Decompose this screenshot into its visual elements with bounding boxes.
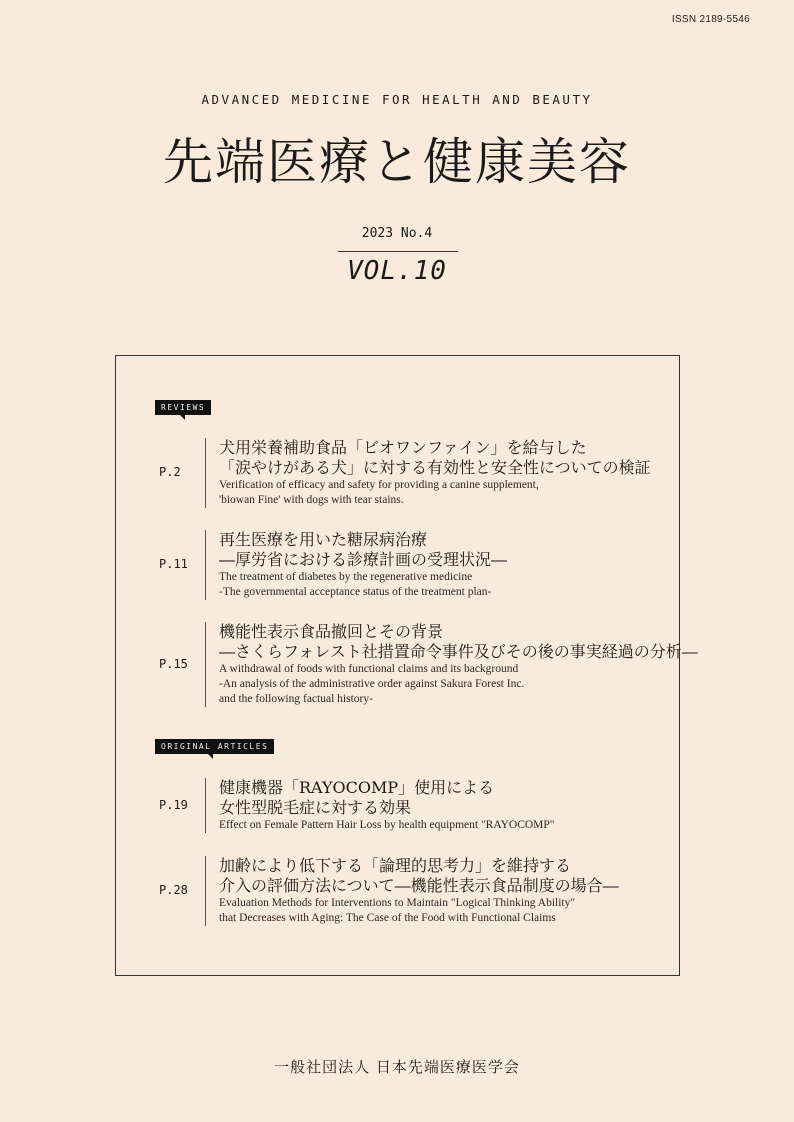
article-title-en: that Decreases with Aging: The Case of the Food with Functional Claims [219,912,556,924]
toc-entry [159,438,679,508]
article-title-en: Effect on Female Pattern Hair Loss by health equipment "RAYOCOMP" [219,819,555,831]
section-tag: REVIEWS [155,400,211,415]
article-title-en: 'biowan Fine' with dogs with tear stains. [219,494,404,506]
article-title-jp: 機能性表示食品撤回とその背景 [219,622,444,641]
toc-entry [159,778,679,833]
article-title-jp: ―厚労省における診療計画の受理状況― [219,550,508,569]
article-title-jp: 健康機器「RAYOCOMP」使用による [219,778,495,797]
journal-title-japanese: 先端医療と健康美容 [163,133,631,191]
page-number: P.15 [159,656,188,671]
divider [338,251,458,252]
publisher: 一般社団法人 日本先端医療医学会 [274,1058,520,1076]
article-title-en: Verification of efficacy and safety for providing a canine supplement, [219,479,539,491]
page-number: P.11 [159,557,188,571]
issn: ISSN 2189-5546 [671,14,750,25]
section-tag: ORIGINAL ARTICLES [155,739,274,754]
issue-number: 2023 No.4 [361,226,433,241]
article-title-en: A withdrawal of foods with functional claims and its background [219,663,519,675]
toc-entry [159,622,698,707]
page-number: P.2 [159,465,181,479]
article-title-jp: 介入の評価方法について―機能性表示食品制度の場合― [219,876,619,895]
article-title-jp: 「涙やけがある犬」に対する有効性と安全性についての検証 [219,458,651,477]
article-title-jp: ―さくらフォレスト社措置命令事件及びその後の事実経過の分析― [219,642,698,661]
article-title-en: -The governmental acceptance status of the treatment plan- [219,586,492,598]
volume: VOL.10 [347,256,447,286]
article-title-en: The treatment of diabetes by the regenerative medicine [219,571,473,583]
article-title-jp: 犬用栄養補助食品「ビオワンファイン」を給与した [219,438,587,457]
page-number: P.19 [159,797,188,812]
toc-entry [159,530,679,600]
article-title-jp: 女性型脱毛症に対する効果 [219,798,412,817]
article-title-jp: 再生医療を用いた糖尿病治療 [219,530,428,549]
article-title-en: Evaluation Methods for Interventions to Maintain "Logical Thinking Ability" [219,897,576,909]
journal-title-english: ADVANCED MEDICINE FOR HEALTH AND BEAUTY [201,92,593,107]
article-title-en: and the following factual history- [219,693,373,705]
toc-entry [159,856,679,926]
article-title-jp: 加齢により低下する「論理的思考力」を維持する [219,856,572,875]
page-number: P.28 [159,883,188,897]
article-title-en: -An analysis of the administrative order against Sakura Forest Inc. [219,678,525,690]
